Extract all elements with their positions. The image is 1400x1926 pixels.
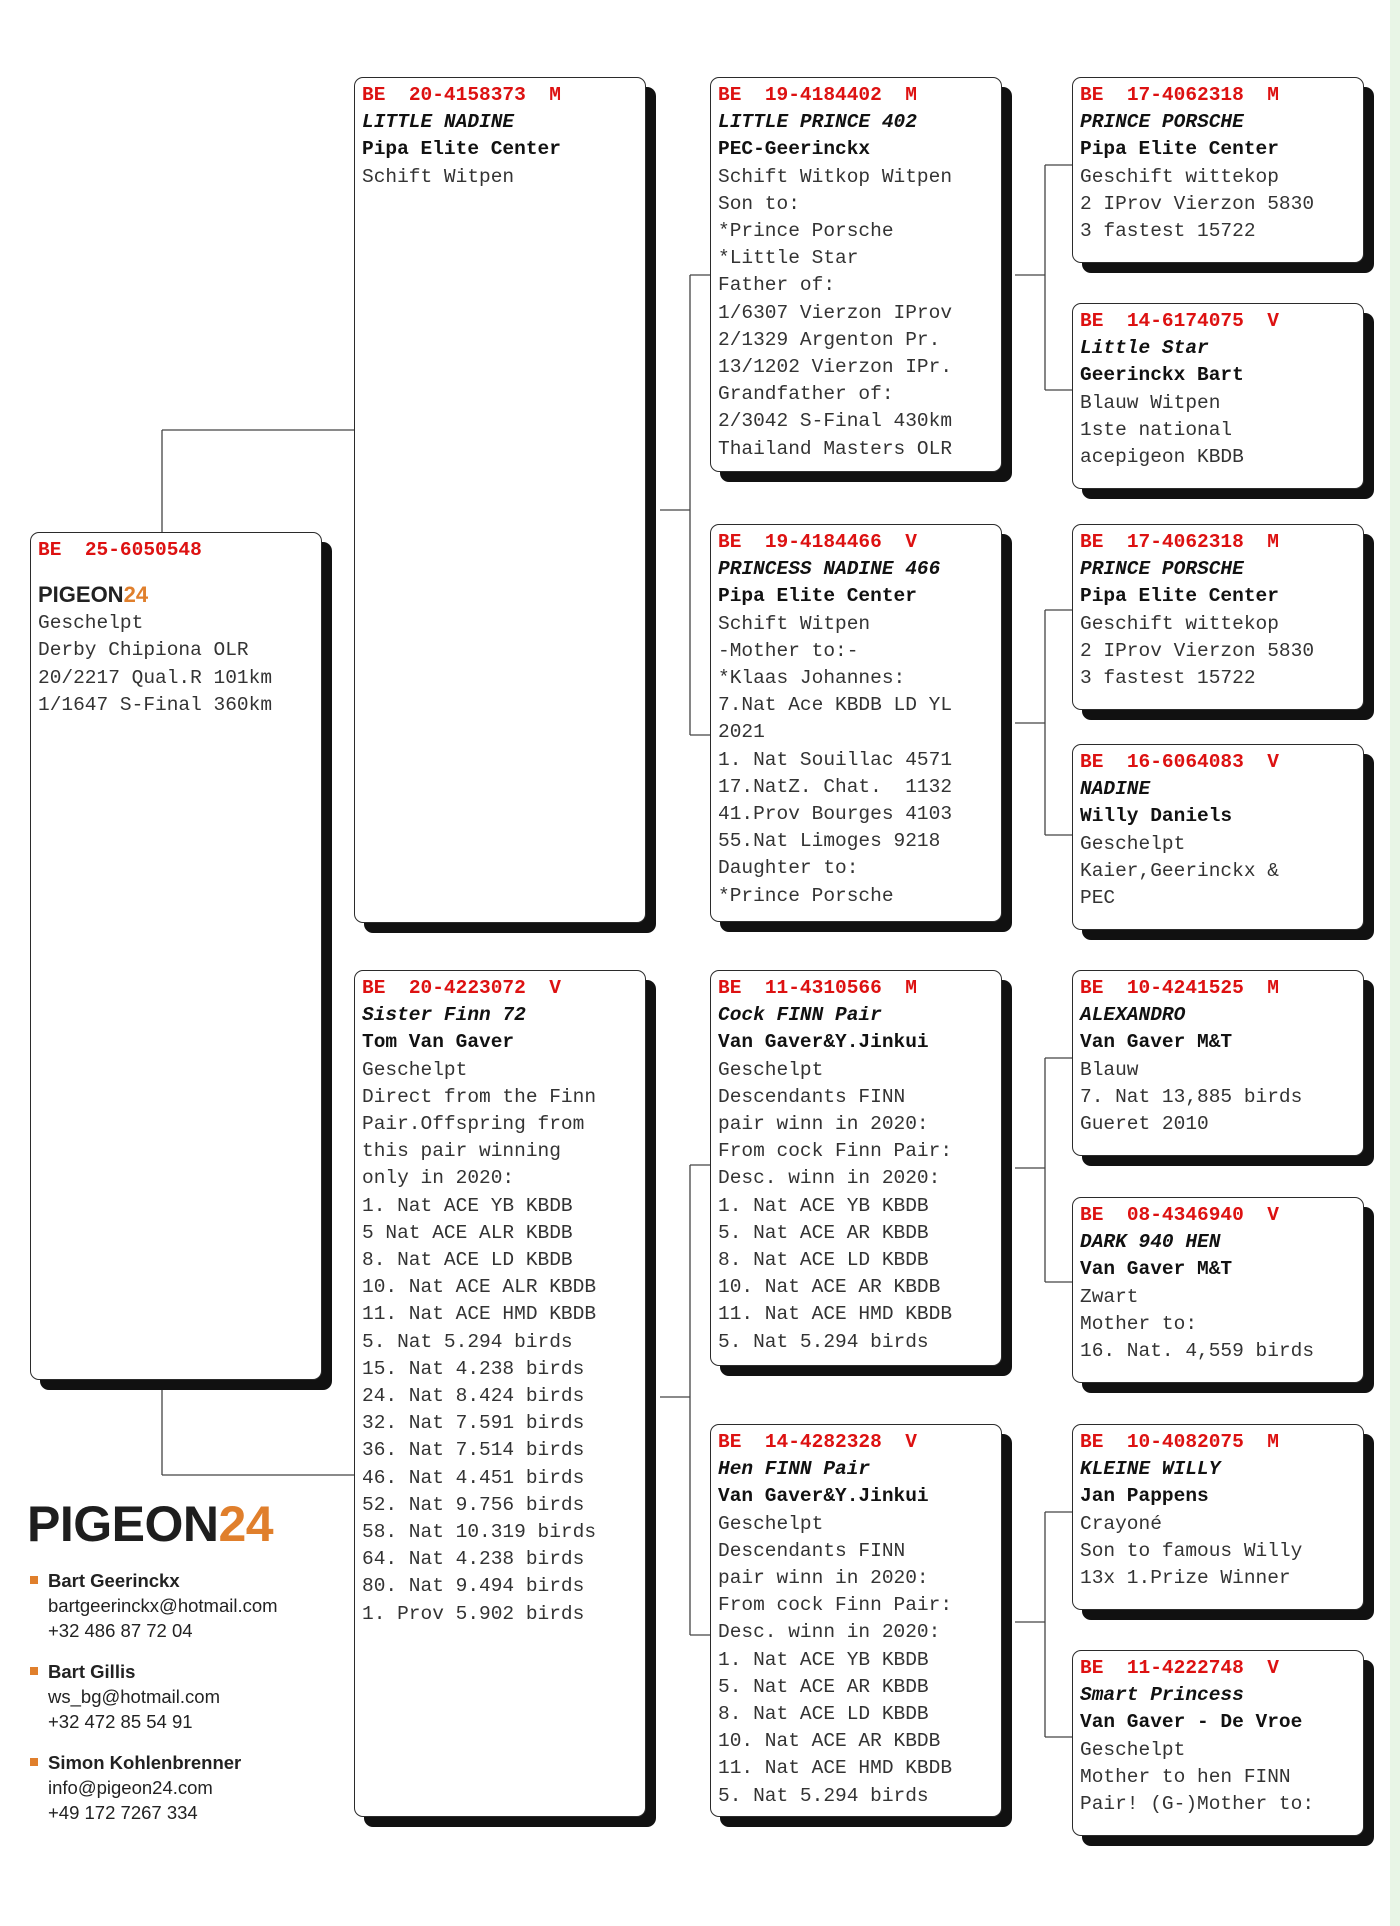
pedigree-line: 2 IProv Vierzon 5830 <box>1080 192 1315 215</box>
pedigree-line: Derby Chipiona OLR <box>38 639 249 662</box>
ring-number: BE 10-4241525 M <box>1080 977 1279 999</box>
pigeon-card-mmf <box>1072 1424 1364 1610</box>
contact-name: Bart Geerinckx <box>48 1570 180 1591</box>
breeder-name: Geerinckx Bart <box>1080 364 1244 387</box>
breeder-name: Willy Daniels <box>1080 805 1233 828</box>
breeder-name: Pipa Elite Center <box>1080 585 1279 608</box>
bullet-icon <box>30 1758 38 1766</box>
contact-phone: +49 172 7267 334 <box>48 1802 198 1823</box>
pedigree-line: 1/6307 Vierzon IProv <box>718 301 953 324</box>
ring-number: BE 10-4082075 M <box>1080 1431 1279 1453</box>
pedigree-line: 46. Nat 4.451 birds <box>362 1466 585 1489</box>
breeder-name: Van Gaver - De Vroe <box>1080 1711 1303 1734</box>
ring-number: BE 19-4184402 M <box>718 84 917 106</box>
pigeon-card-main <box>30 532 322 1380</box>
pedigree-line: 20/2217 Qual.R 101km <box>38 666 273 689</box>
pedigree-line: Gueret 2010 <box>1080 1113 1209 1136</box>
pigeon-card-fff <box>1072 77 1364 263</box>
pedigree-line: 11. Nat ACE HMD KBDB <box>718 1303 953 1326</box>
pigeon-card-mfm <box>1072 1197 1364 1383</box>
ring-number: BE 11-4310566 M <box>718 977 917 999</box>
pedigree-line: Geschelpt <box>1080 832 1186 855</box>
bullet-icon <box>30 1667 38 1675</box>
pedigree-line: Geschelpt <box>362 1058 468 1081</box>
pedigree-line: 5. Nat ACE AR KBDB <box>718 1221 929 1244</box>
pigeon-card-mother-father <box>710 970 1002 1366</box>
pedigree-line: 32. Nat 7.591 birds <box>362 1412 585 1435</box>
pigeon-name: PRINCESS NADINE 466 <box>718 558 941 581</box>
pedigree-line: Geschift wittekop <box>1080 612 1279 635</box>
pedigree-line: pair winn in 2020: <box>718 1567 929 1590</box>
ring-number: BE 08-4346940 V <box>1080 1204 1279 1226</box>
pedigree-line: 10. Nat ACE AR KBDB <box>718 1730 941 1753</box>
pedigree-line: 2021 <box>718 721 765 744</box>
pedigree-line: 13x 1.Prize Winner <box>1080 1567 1291 1590</box>
breeder-name: Jan Pappens <box>1080 1485 1209 1508</box>
pedigree-line: 2/1329 Argenton Pr. <box>718 328 941 351</box>
pedigree-line: 5. Nat 5.294 birds <box>362 1330 573 1353</box>
pedigree-line: *Prince Porsche <box>718 220 894 243</box>
ring-number: BE 17-4062318 M <box>1080 531 1279 553</box>
pedigree-line: 5 Nat ACE ALR KBDB <box>362 1221 573 1244</box>
pedigree-line: *Prince Porsche <box>718 884 894 907</box>
pedigree-line: *Klaas Johannes: <box>718 667 906 690</box>
pedigree-line: Pair! (G-)Mother to: <box>1080 1793 1315 1816</box>
pigeon-card-mff <box>1072 970 1364 1156</box>
pedigree-line: 3 fastest 15722 <box>1080 667 1256 690</box>
pigeon-card-father <box>354 77 646 923</box>
contact-email: bartgeerinckx@hotmail.com <box>48 1595 278 1616</box>
breeder-name: PEC-Geerinckx <box>718 138 871 161</box>
pedigree-line: 5. Nat 5.294 birds <box>718 1784 929 1807</box>
breeder-name: Van Gaver M&T <box>1080 1258 1233 1281</box>
pigeon-name: Cock FINN Pair <box>718 1004 882 1027</box>
breeder-name: Pipa Elite Center <box>1080 138 1279 161</box>
pigeon-name: Little Star <box>1080 337 1209 360</box>
pedigree-line: Geschift wittekop <box>1080 165 1279 188</box>
pigeon-name: Sister Finn 72 <box>362 1004 526 1027</box>
ring-number: BE 25-6050548 <box>38 539 202 561</box>
pedigree-line: 10. Nat ACE ALR KBDB <box>362 1276 597 1299</box>
ring-number: BE 11-4222748 V <box>1080 1657 1279 1679</box>
pedigree-line: From cock Finn Pair: <box>718 1594 953 1617</box>
contact-email: ws_bg@hotmail.com <box>48 1686 220 1707</box>
ring-number: BE 16-6064083 V <box>1080 751 1279 773</box>
pedigree-line: 58. Nat 10.319 birds <box>362 1521 597 1544</box>
pedigree-line: 52. Nat 9.756 birds <box>362 1493 585 1516</box>
pedigree-line: 1. Nat ACE YB KBDB <box>362 1194 573 1217</box>
pedigree-line: acepigeon KBDB <box>1080 446 1244 469</box>
pedigree-line: Descendants FINN <box>718 1539 906 1562</box>
pedigree-line: Pair.Offspring from <box>362 1113 585 1136</box>
pedigree-line: 8. Nat ACE LD KBDB <box>362 1249 573 1272</box>
breeder-name: Tom Van Gaver <box>362 1031 515 1054</box>
pedigree-line: Zwart <box>1080 1285 1139 1308</box>
pedigree-line: From cock Finn Pair: <box>718 1140 953 1163</box>
pedigree-line: 13/1202 Vierzon IPr. <box>718 356 953 379</box>
pedigree-line: 1/1647 S-Final 360km <box>38 693 273 716</box>
ring-number: BE 20-4223072 V <box>362 977 561 999</box>
pigeon-card-father-father <box>710 77 1002 472</box>
pigeon-card-fmf <box>1072 524 1364 710</box>
pedigree-line: PEC <box>1080 887 1116 910</box>
pedigree-line: pair winn in 2020: <box>718 1113 929 1136</box>
pedigree-line: Direct from the Finn <box>362 1085 597 1108</box>
pedigree-line: 64. Nat 4.238 birds <box>362 1548 585 1571</box>
pigeon-name: PRINCE PORSCHE <box>1080 111 1244 134</box>
pedigree-line: this pair winning <box>362 1140 561 1163</box>
pigeon-name: DARK 940 HEN <box>1080 1231 1221 1254</box>
pigeon-card-fmm <box>1072 744 1364 930</box>
pedigree-line: 11. Nat ACE HMD KBDB <box>362 1303 597 1326</box>
pedigree-line: 16. Nat. 4,559 birds <box>1080 1340 1315 1363</box>
ring-number: BE 14-4282328 V <box>718 1431 917 1453</box>
pedigree-line: Father of: <box>718 274 836 297</box>
pedigree-line: Schift Witpen <box>362 165 515 188</box>
pedigree-line: Schift Witpen <box>718 612 871 635</box>
pedigree-line: 80. Nat 9.494 birds <box>362 1575 585 1598</box>
pigeon-name: LITTLE PRINCE 402 <box>718 111 917 134</box>
pedigree-line: 2 IProv Vierzon 5830 <box>1080 639 1315 662</box>
contact-email: info@pigeon24.com <box>48 1777 213 1798</box>
pigeon-card-mother <box>354 970 646 1817</box>
pigeon-name: KLEINE WILLY <box>1080 1458 1221 1481</box>
pedigree-line: 7.Nat Ace KBDB LD YL <box>718 694 953 717</box>
pigeon-name: Smart Princess <box>1080 1684 1244 1707</box>
pedigree-line: Thailand Masters OLR <box>718 437 953 460</box>
pedigree-line: only in 2020: <box>362 1167 515 1190</box>
pigeon-name: ALEXANDRO <box>1080 1004 1186 1027</box>
pedigree-line: 1. Prov 5.902 birds <box>362 1602 585 1625</box>
main-lines <box>38 610 314 719</box>
pigeon-name: PRINCE PORSCHE <box>1080 558 1244 581</box>
pedigree-line: 5. Nat 5.294 birds <box>718 1330 929 1353</box>
pedigree-line: Geschelpt <box>718 1512 824 1535</box>
pedigree-line: Descendants FINN <box>718 1085 906 1108</box>
pedigree-line: Desc. winn in 2020: <box>718 1167 941 1190</box>
ring-number: BE 19-4184466 V <box>718 531 917 553</box>
pedigree-line: Geschelpt <box>718 1058 824 1081</box>
contact-item <box>28 1659 278 1734</box>
pedigree-line: Blauw Witpen <box>1080 391 1221 414</box>
pedigree-line: 15. Nat 4.238 birds <box>362 1357 585 1380</box>
pedigree-line: 7. Nat 13,885 birds <box>1080 1085 1303 1108</box>
breeder-name: Van Gaver&Y.Jinkui <box>718 1485 929 1508</box>
breeder-name: Van Gaver M&T <box>1080 1031 1233 1054</box>
pedigree-line: 1ste national <box>1080 418 1233 441</box>
pedigree-line: 10. Nat ACE AR KBDB <box>718 1276 941 1299</box>
contact-phone: +32 486 87 72 04 <box>48 1620 193 1641</box>
pedigree-line: 1. Nat ACE YB KBDB <box>718 1648 929 1671</box>
pigeon-card-mother-mother <box>710 1424 1002 1817</box>
pigeon24-logo-small: PIGEON24 <box>38 582 149 608</box>
pedigree-line: 3 fastest 15722 <box>1080 220 1256 243</box>
pigeon-card-mmm <box>1072 1650 1364 1836</box>
pedigree-line: 2/3042 S-Final 430km <box>718 410 953 433</box>
pedigree-line: 24. Nat 8.424 birds <box>362 1385 585 1408</box>
contact-list <box>28 1568 278 1841</box>
pedigree-line: Geschelpt <box>38 612 144 635</box>
pedigree-line: Mother to: <box>1080 1312 1198 1335</box>
pedigree-line: 5. Nat ACE AR KBDB <box>718 1675 929 1698</box>
contact-name: Bart Gillis <box>48 1661 136 1682</box>
pigeon-card-ffm <box>1072 303 1364 489</box>
pigeon-name: LITTLE NADINE <box>362 111 515 134</box>
breeder-name: Van Gaver&Y.Jinkui <box>718 1031 929 1054</box>
bullet-icon <box>30 1576 38 1584</box>
pedigree-line: -Mother to:- <box>718 639 859 662</box>
pedigree-line: Blauw <box>1080 1058 1139 1081</box>
contact-item <box>28 1568 278 1643</box>
pedigree-line: 41.Prov Bourges 4103 <box>718 803 953 826</box>
contact-name: Simon Kohlenbrenner <box>48 1752 242 1773</box>
pedigree-line: 8. Nat ACE LD KBDB <box>718 1703 929 1726</box>
pedigree-line: Desc. winn in 2020: <box>718 1621 941 1644</box>
pedigree-line: Daughter to: <box>718 857 859 880</box>
ring-number: BE 14-6174075 V <box>1080 310 1279 332</box>
pedigree-line: 36. Nat 7.514 birds <box>362 1439 585 1462</box>
pedigree-line: Grandfather of: <box>718 383 894 406</box>
breeder-name: Pipa Elite Center <box>362 138 561 161</box>
pedigree-line: Kaier,Geerinckx & <box>1080 859 1279 882</box>
pedigree-line: 11. Nat ACE HMD KBDB <box>718 1757 953 1780</box>
pedigree-line: Son to: <box>718 192 800 215</box>
contact-item <box>28 1750 278 1825</box>
pedigree-line: Son to famous Willy <box>1080 1539 1303 1562</box>
ring-number: BE 17-4062318 M <box>1080 84 1279 106</box>
pigeon-name: NADINE <box>1080 778 1151 801</box>
pigeon24-logo: PIGEON24 <box>27 1496 274 1552</box>
contact-phone: +32 472 85 54 91 <box>48 1711 193 1732</box>
pedigree-line: 17.NatZ. Chat. 1132 <box>718 775 953 798</box>
pedigree-line: 1. Nat Souillac 4571 <box>718 748 953 771</box>
pigeon-name: Hen FINN Pair <box>718 1458 871 1481</box>
pedigree-line: 8. Nat ACE LD KBDB <box>718 1249 929 1272</box>
pigeon-card-father-mother <box>710 524 1002 922</box>
pedigree-line: Crayoné <box>1080 1512 1162 1535</box>
pedigree-line: Geschelpt <box>1080 1738 1186 1761</box>
pedigree-line: Mother to hen FINN <box>1080 1765 1291 1788</box>
ring-number: BE 20-4158373 M <box>362 84 561 106</box>
pedigree-line: *Little Star <box>718 247 859 270</box>
breeder-name: Pipa Elite Center <box>718 585 917 608</box>
pedigree-line: 1. Nat ACE YB KBDB <box>718 1194 929 1217</box>
pedigree-line: 55.Nat Limoges 9218 <box>718 830 941 853</box>
pedigree-line: Schift Witkop Witpen <box>718 165 953 188</box>
